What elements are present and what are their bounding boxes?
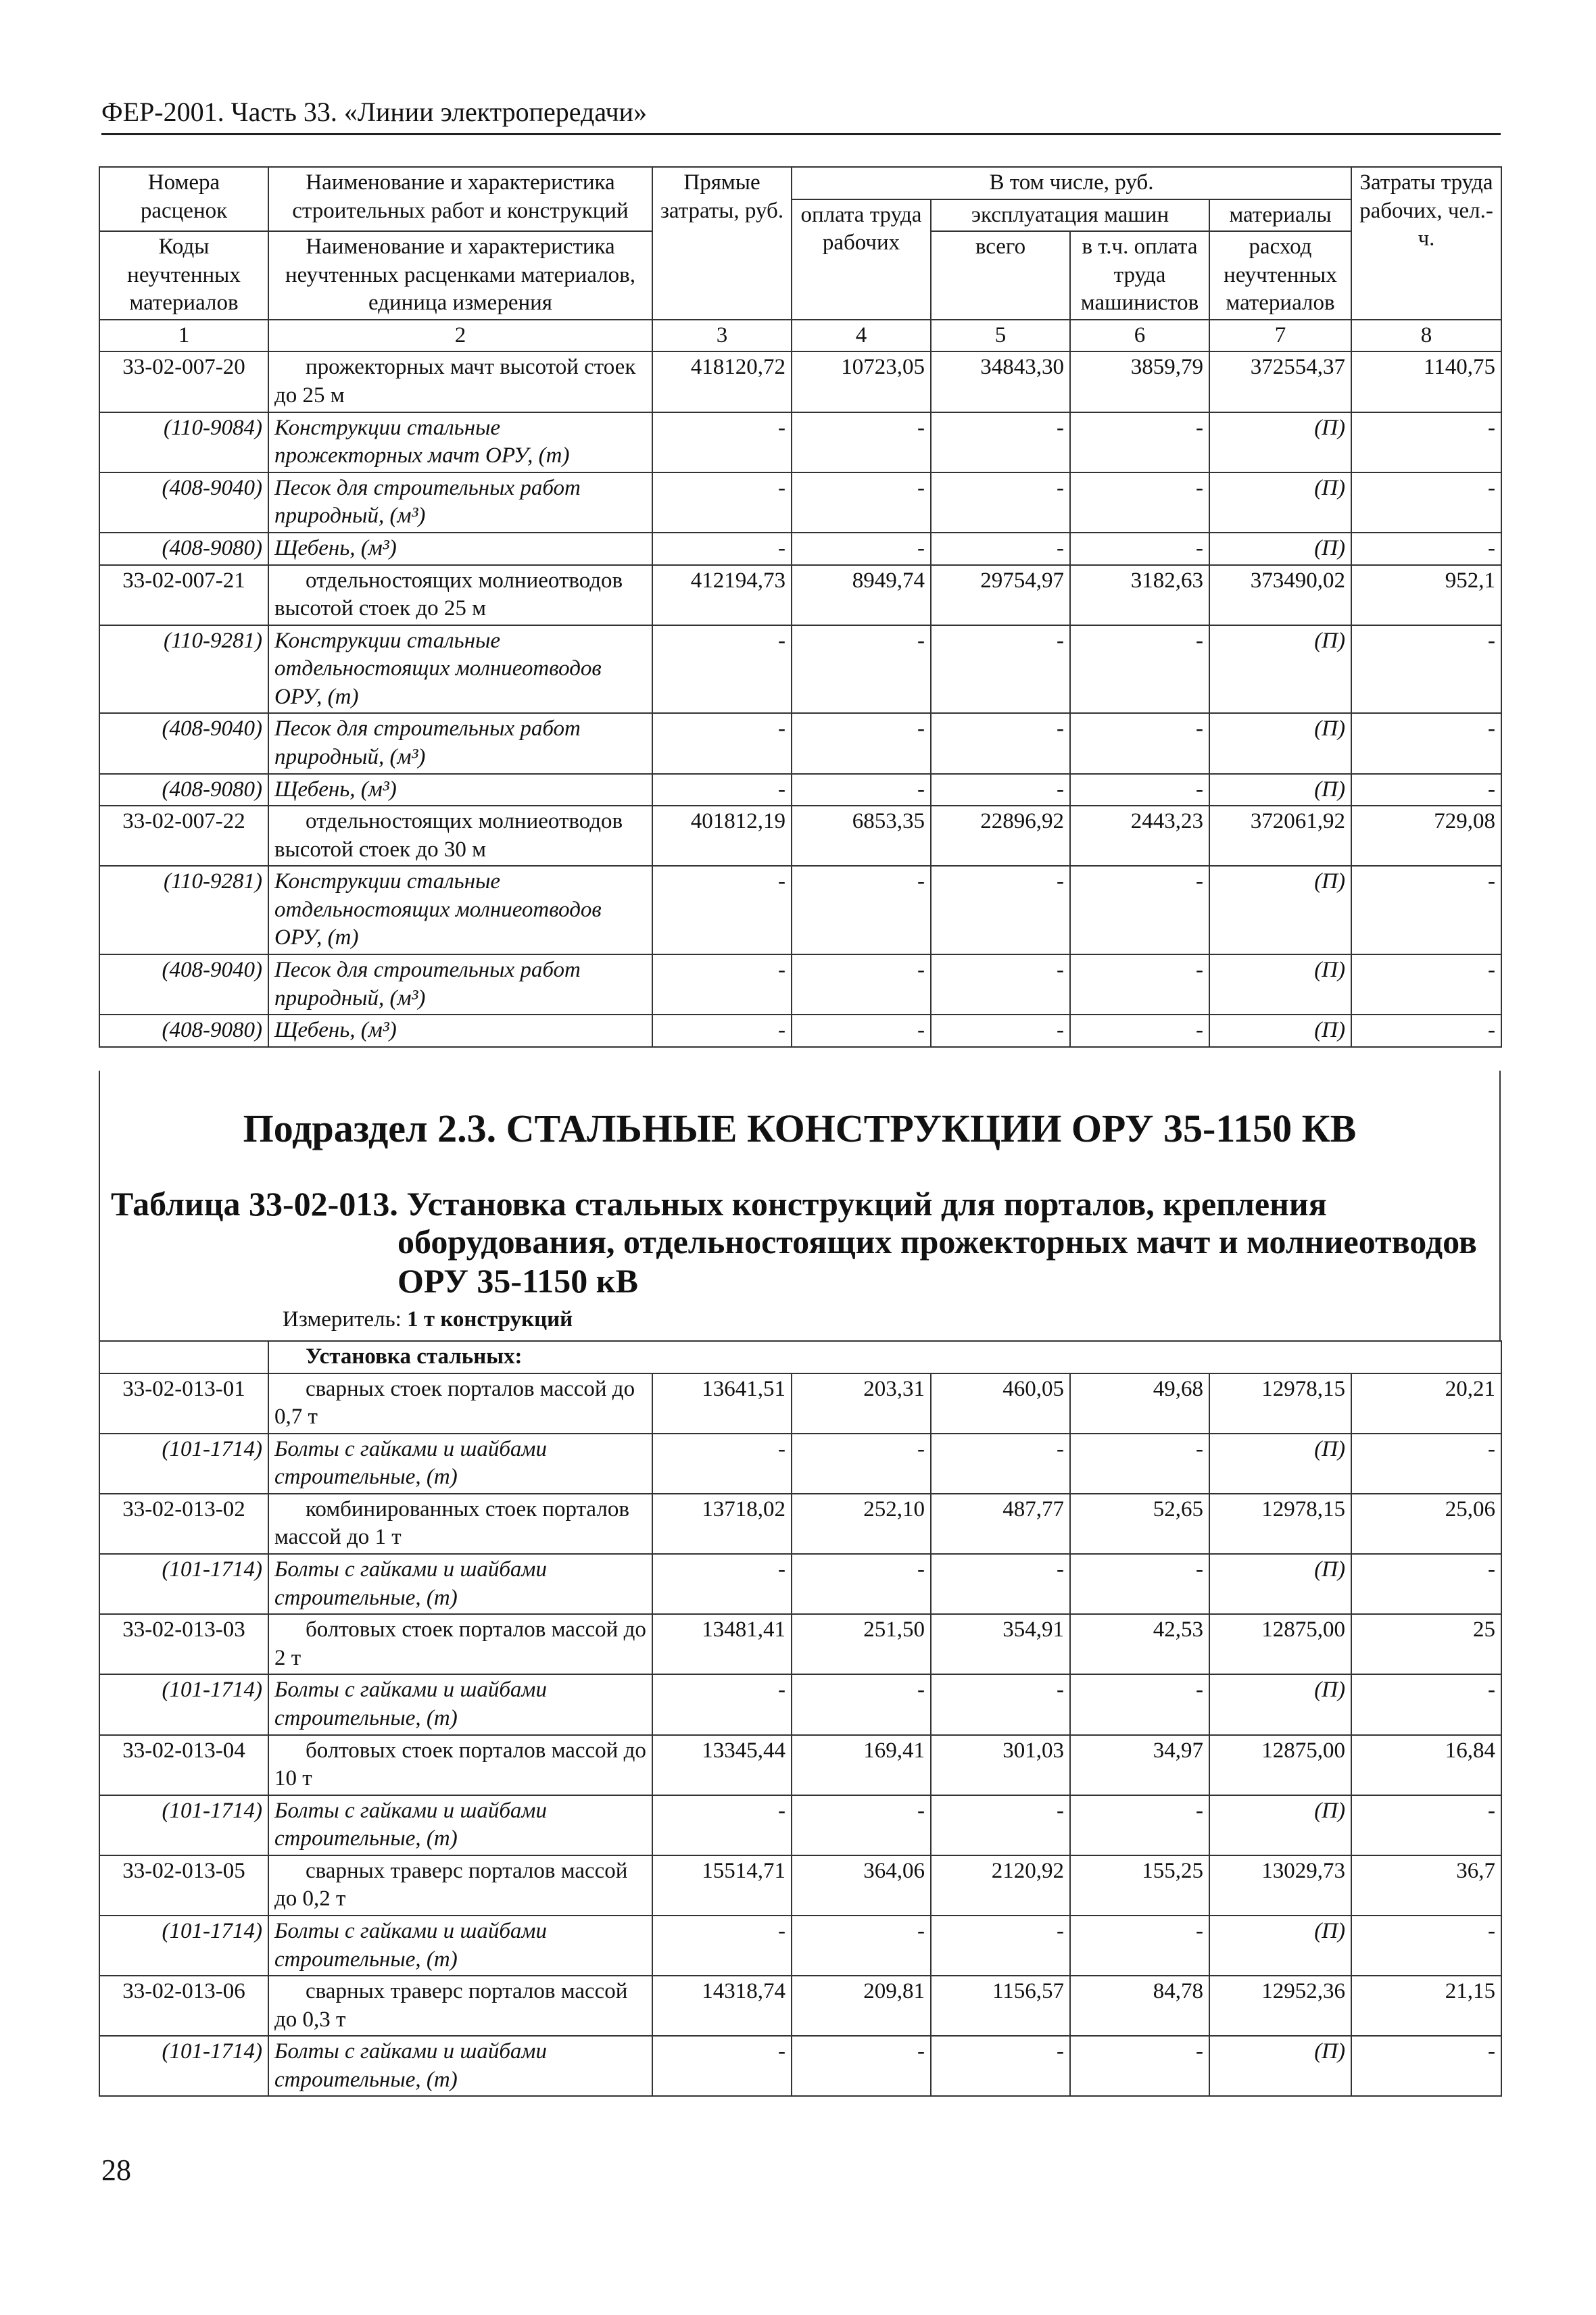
value-cell: 14318,74 <box>652 1976 792 2036</box>
description-text: Конструкции стальные отдельностоящих молниеотводов ОРУ, (т) <box>274 628 602 709</box>
rate-row <box>99 565 1501 625</box>
hdr-including: В том числе, руб. <box>792 167 1351 199</box>
work-description <box>268 1735 652 1795</box>
rate-row <box>99 1373 1501 1434</box>
value-cell: - <box>792 1674 931 1734</box>
value-cell: - <box>1351 774 1501 806</box>
material-code: (101-1714) <box>99 1674 268 1734</box>
value-cell: - <box>652 625 792 714</box>
value-cell: - <box>1070 774 1209 806</box>
value-cell: - <box>652 472 792 533</box>
material-code: (408-9040) <box>99 954 268 1015</box>
material-description <box>268 1554 652 1614</box>
value-cell: - <box>1351 472 1501 533</box>
description-text: Щебень, (м³) <box>274 1018 397 1043</box>
value-cell: - <box>792 1554 931 1614</box>
value-cell: - <box>1351 1434 1501 1494</box>
page-number: 28 <box>101 2153 131 2187</box>
value-cell: - <box>931 1795 1070 1855</box>
value-cell: - <box>792 713 931 773</box>
value-cell: 6853,35 <box>792 806 931 866</box>
rate-row <box>99 1614 1501 1674</box>
description-text: Болты с гайками и шайбами строительные, (т) <box>274 1557 547 1610</box>
material-description <box>268 412 652 472</box>
value-cell: - <box>1351 1916 1501 1976</box>
hdr-material-codes: Коды неучтенных материалов <box>99 231 268 320</box>
material-description <box>268 1674 652 1734</box>
material-code: (408-9040) <box>99 472 268 533</box>
rate-row <box>99 1735 1501 1795</box>
value-cell: (П) <box>1209 412 1351 472</box>
work-description <box>268 1976 652 2036</box>
description-text: Щебень, (м³) <box>274 777 397 802</box>
value-cell: 12875,00 <box>1209 1735 1351 1795</box>
material-code: (110-9281) <box>99 866 268 954</box>
value-cell: - <box>1070 1554 1209 1614</box>
material-row <box>99 625 1501 714</box>
value-cell: - <box>652 1795 792 1855</box>
description-text: Песок для строительных работ природный, (м³) <box>274 475 581 529</box>
value-cell: 1140,75 <box>1351 351 1501 412</box>
value-cell: - <box>1070 713 1209 773</box>
rates-table-1 <box>99 166 1502 1048</box>
hdr-machine-operation: эксплуатация машин <box>931 199 1209 232</box>
value-cell: - <box>652 774 792 806</box>
value-cell: 169,41 <box>792 1735 931 1795</box>
value-cell: - <box>1070 866 1209 954</box>
material-code: (408-9040) <box>99 713 268 773</box>
value-cell: - <box>1070 1916 1209 1976</box>
description-text: сварных траверс порталов массой до 0,2 т <box>274 1858 628 1911</box>
description-text: болтовых стоек порталов массой до 2 т <box>274 1617 646 1670</box>
rates-table-2 <box>99 1340 1502 2097</box>
value-cell: (П) <box>1209 472 1351 533</box>
value-cell: - <box>931 866 1070 954</box>
column-number: 1 <box>99 320 268 352</box>
value-cell: - <box>1070 625 1209 714</box>
value-cell: - <box>931 1554 1070 1614</box>
value-cell: (П) <box>1209 1015 1351 1047</box>
material-row <box>99 1554 1501 1614</box>
value-cell: - <box>931 774 1070 806</box>
value-cell: 13345,44 <box>652 1735 792 1795</box>
description-text: Песок для строительных работ природный, (м³) <box>274 716 581 769</box>
material-description <box>268 472 652 533</box>
work-description <box>268 1373 652 1434</box>
value-cell: (П) <box>1209 774 1351 806</box>
rate-code: 33-02-013-03 <box>99 1614 268 1674</box>
value-cell: - <box>792 954 931 1015</box>
value-cell: (П) <box>1209 1554 1351 1614</box>
value-cell: 13481,41 <box>652 1614 792 1674</box>
value-cell: 25 <box>1351 1614 1501 1674</box>
description-text: Болты с гайками и шайбами строительные, (т) <box>274 1798 547 1851</box>
work-description <box>268 351 652 412</box>
group-heading-text: Установка стальных: <box>306 1344 523 1369</box>
table-title-line: оборудования, отдельностоящих прожекторных мачт и молниеотводов <box>397 1223 1477 1261</box>
hdr-work-name: Наименование и характеристика строительных работ и конструкций <box>268 167 652 231</box>
material-description <box>268 625 652 714</box>
description-text: сварных стоек порталов массой до 0,7 т <box>274 1376 635 1430</box>
value-cell: - <box>1351 713 1501 773</box>
description-text: Болты с гайками и шайбами строительные, (т) <box>274 1918 547 1972</box>
work-description <box>268 565 652 625</box>
material-row <box>99 1015 1501 1047</box>
value-cell: 8949,74 <box>792 565 931 625</box>
value-cell: 13641,51 <box>652 1373 792 1434</box>
value-cell: 2443,23 <box>1070 806 1209 866</box>
value-cell: 364,06 <box>792 1855 931 1916</box>
column-number: 4 <box>792 320 931 352</box>
value-cell: 52,65 <box>1070 1494 1209 1554</box>
value-cell: 15514,71 <box>652 1855 792 1916</box>
value-cell: - <box>931 625 1070 714</box>
value-cell: - <box>931 954 1070 1015</box>
value-cell: - <box>792 866 931 954</box>
column-number: 5 <box>931 320 1070 352</box>
value-cell: 3859,79 <box>1070 351 1209 412</box>
description-text: отдельностоящих молниеотводов высотой стоек до 30 м <box>274 809 623 862</box>
value-cell: - <box>1070 1015 1209 1047</box>
material-row <box>99 866 1501 954</box>
value-cell: - <box>1070 1434 1209 1494</box>
value-cell: (П) <box>1209 625 1351 714</box>
table-title-line: Таблица 33-02-013. Установка стальных конструкций для порталов, крепления <box>111 1185 1327 1223</box>
rate-code: 33-02-013-04 <box>99 1735 268 1795</box>
hdr-operator-pay: в т.ч. оплата труда машинистов <box>1070 231 1209 320</box>
value-cell: - <box>792 472 931 533</box>
value-cell: 34843,30 <box>931 351 1070 412</box>
value-cell: - <box>652 533 792 565</box>
value-cell: - <box>652 954 792 1015</box>
value-cell: 372554,37 <box>1209 351 1351 412</box>
value-cell: - <box>931 1674 1070 1734</box>
material-code: (101-1714) <box>99 1916 268 1976</box>
rate-code: 33-02-007-22 <box>99 806 268 866</box>
value-cell: - <box>652 1674 792 1734</box>
value-cell: 354,91 <box>931 1614 1070 1674</box>
value-cell: (П) <box>1209 1795 1351 1855</box>
value-cell: - <box>1351 1015 1501 1047</box>
description-text: болтовых стоек порталов массой до 10 т <box>274 1738 646 1791</box>
value-cell: - <box>1070 412 1209 472</box>
value-cell: (П) <box>1209 866 1351 954</box>
value-cell: (П) <box>1209 713 1351 773</box>
value-cell: 20,21 <box>1351 1373 1501 1434</box>
value-cell: - <box>1070 1795 1209 1855</box>
work-description <box>268 1855 652 1916</box>
value-cell: - <box>931 1434 1070 1494</box>
value-cell: 155,25 <box>1070 1855 1209 1916</box>
value-cell: - <box>652 1916 792 1976</box>
measure-value: 1 т конструкций <box>407 1307 573 1332</box>
rate-code: 33-02-013-02 <box>99 1494 268 1554</box>
material-code: (408-9080) <box>99 533 268 565</box>
value-cell: 952,1 <box>1351 565 1501 625</box>
value-cell: (П) <box>1209 2036 1351 2096</box>
material-description <box>268 1434 652 1494</box>
hdr-materials: материалы <box>1209 199 1351 232</box>
material-description <box>268 1916 652 1976</box>
value-cell: 460,05 <box>931 1373 1070 1434</box>
value-cell: - <box>792 2036 931 2096</box>
material-description <box>268 954 652 1015</box>
value-cell: 487,77 <box>931 1494 1070 1554</box>
value-cell: - <box>931 1015 1070 1047</box>
value-cell: - <box>931 533 1070 565</box>
value-cell: - <box>652 866 792 954</box>
value-cell: - <box>792 1795 931 1855</box>
rate-row <box>99 1976 1501 2036</box>
value-cell: - <box>652 1015 792 1047</box>
value-cell: 16,84 <box>1351 1735 1501 1795</box>
value-cell: 12978,15 <box>1209 1373 1351 1434</box>
material-row <box>99 1674 1501 1734</box>
rate-code: 33-02-013-06 <box>99 1976 268 2036</box>
material-description <box>268 774 652 806</box>
value-cell: (П) <box>1209 954 1351 1015</box>
description-text: сварных траверс порталов массой до 0,3 т <box>274 1979 628 2032</box>
value-cell: 1156,57 <box>931 1976 1070 2036</box>
value-cell: 373490,02 <box>1209 565 1351 625</box>
material-code: (110-9084) <box>99 412 268 472</box>
value-cell: 22896,92 <box>931 806 1070 866</box>
column-number: 2 <box>268 320 652 352</box>
hdr-material-name: Наименование и характеристика неучтенных расценками материалов, единица измерения <box>268 231 652 320</box>
page-header: ФЕР-2001. Часть 33. «Линии электропередачи» <box>101 96 1501 135</box>
material-row <box>99 1795 1501 1855</box>
value-cell: - <box>1351 1674 1501 1734</box>
value-cell: 203,31 <box>792 1373 931 1434</box>
value-cell: 251,50 <box>792 1614 931 1674</box>
description-text: Болты с гайками и шайбами строительные, (т) <box>274 2039 547 2092</box>
value-cell: - <box>792 1434 931 1494</box>
rates-table-1-body <box>99 351 1501 1046</box>
value-cell: - <box>1070 1674 1209 1734</box>
material-row <box>99 954 1501 1015</box>
description-text: Конструкции стальные отдельностоящих молниеотводов ОРУ, (т) <box>274 869 602 950</box>
value-cell: 412194,73 <box>652 565 792 625</box>
work-description <box>268 1494 652 1554</box>
value-cell: 401812,19 <box>652 806 792 866</box>
measure-label: Измеритель: <box>283 1307 402 1332</box>
value-cell: 209,81 <box>792 1976 931 2036</box>
value-cell: (П) <box>1209 533 1351 565</box>
value-cell: 2120,92 <box>931 1855 1070 1916</box>
value-cell: - <box>931 1916 1070 1976</box>
subsection-panel <box>99 1071 1501 1340</box>
value-cell: 12875,00 <box>1209 1614 1351 1674</box>
value-cell: - <box>792 412 931 472</box>
material-code: (101-1714) <box>99 2036 268 2096</box>
value-cell: 34,97 <box>1070 1735 1209 1795</box>
description-text: Песок для строительных работ природный, (м³) <box>274 958 581 1010</box>
value-cell: - <box>652 1554 792 1614</box>
value-cell: 25,06 <box>1351 1494 1501 1554</box>
description-text: Конструкции стальные прожекторных мачт ОРУ, (т) <box>274 415 570 468</box>
value-cell: 21,15 <box>1351 1976 1501 2036</box>
value-cell: - <box>931 2036 1070 2096</box>
value-cell: - <box>792 533 931 565</box>
value-cell: - <box>1351 954 1501 1015</box>
value-cell: - <box>1070 533 1209 565</box>
work-description <box>268 806 652 866</box>
value-cell: - <box>792 1015 931 1047</box>
description-text: отдельностоящих молниеотводов высотой стоек до 25 м <box>274 568 623 621</box>
value-cell: - <box>1351 533 1501 565</box>
hdr-rate-numbers: Номера расценок <box>99 167 268 231</box>
value-cell: 84,78 <box>1070 1976 1209 2036</box>
hdr-direct-costs: Прямые затраты, руб. <box>652 167 792 320</box>
value-cell: 36,7 <box>1351 1855 1501 1916</box>
value-cell: 3182,63 <box>1070 565 1209 625</box>
rate-code: 33-02-013-05 <box>99 1855 268 1916</box>
value-cell: - <box>792 625 931 714</box>
hdr-worker-pay: оплата труда рабочих <box>792 199 931 320</box>
value-cell: (П) <box>1209 1674 1351 1734</box>
value-cell: - <box>1070 2036 1209 2096</box>
value-cell: 49,68 <box>1070 1373 1209 1434</box>
value-cell: 729,08 <box>1351 806 1501 866</box>
material-description <box>268 713 652 773</box>
rate-code: 33-02-007-21 <box>99 565 268 625</box>
rate-code: 33-02-013-01 <box>99 1373 268 1434</box>
column-numbers-row <box>99 320 1501 352</box>
rate-code: 33-02-007-20 <box>99 351 268 412</box>
column-number: 6 <box>1070 320 1209 352</box>
rate-row <box>99 806 1501 866</box>
value-cell: - <box>652 2036 792 2096</box>
material-row <box>99 1916 1501 1976</box>
material-row <box>99 533 1501 565</box>
value-cell: - <box>1351 1554 1501 1614</box>
group-heading-code-cell <box>99 1341 268 1373</box>
value-cell: 13718,02 <box>652 1494 792 1554</box>
value-cell: - <box>652 412 792 472</box>
value-cell: - <box>1351 866 1501 954</box>
value-cell: - <box>931 412 1070 472</box>
value-cell: 372061,92 <box>1209 806 1351 866</box>
value-cell: - <box>792 774 931 806</box>
material-row <box>99 774 1501 806</box>
rate-row <box>99 1494 1501 1554</box>
material-code: (110-9281) <box>99 625 268 714</box>
material-description <box>268 1795 652 1855</box>
material-description <box>268 866 652 954</box>
subsection-title: Подраздел 2.3. СТАЛЬНЫЕ КОНСТРУКЦИИ ОРУ 35-1150 КВ <box>243 1106 1357 1150</box>
rate-row <box>99 1855 1501 1916</box>
material-row <box>99 2036 1501 2096</box>
hdr-machines-total: всего <box>931 231 1070 320</box>
column-number: 7 <box>1209 320 1351 352</box>
value-cell: (П) <box>1209 1434 1351 1494</box>
description-text: комбинированных стоек порталов массой до 1 т <box>274 1496 629 1550</box>
table-title-line: ОРУ 35-1150 кВ <box>397 1262 638 1300</box>
value-cell: - <box>931 472 1070 533</box>
value-cell: - <box>652 713 792 773</box>
material-row <box>99 472 1501 533</box>
value-cell: 12952,36 <box>1209 1976 1351 2036</box>
description-text: прожекторных мачт высотой стоек до 25 м <box>274 355 636 408</box>
value-cell: - <box>792 1916 931 1976</box>
value-cell: - <box>1351 1795 1501 1855</box>
value-cell: 12978,15 <box>1209 1494 1351 1554</box>
material-row <box>99 1434 1501 1494</box>
value-cell: - <box>1351 625 1501 714</box>
value-cell: 418120,72 <box>652 351 792 412</box>
rate-row <box>99 351 1501 412</box>
value-cell: - <box>1351 412 1501 472</box>
material-row <box>99 412 1501 472</box>
material-description <box>268 533 652 565</box>
material-description <box>268 2036 652 2096</box>
material-code: (101-1714) <box>99 1795 268 1855</box>
measure-unit <box>283 1307 573 1332</box>
material-code: (408-9080) <box>99 774 268 806</box>
value-cell: - <box>652 1434 792 1494</box>
hdr-labor-hours: Затраты труда рабочих, чел.-ч. <box>1351 167 1501 320</box>
hdr-material-consumption: расход неучтенных материалов <box>1209 231 1351 320</box>
value-cell: 29754,97 <box>931 565 1070 625</box>
value-cell: 42,53 <box>1070 1614 1209 1674</box>
value-cell: - <box>931 713 1070 773</box>
material-description <box>268 1015 652 1047</box>
material-code: (101-1714) <box>99 1434 268 1494</box>
value-cell: 13029,73 <box>1209 1855 1351 1916</box>
value-cell: 10723,05 <box>792 351 931 412</box>
description-text: Болты с гайками и шайбами строительные, (т) <box>274 1678 547 1730</box>
value-cell: 252,10 <box>792 1494 931 1554</box>
material-code: (408-9080) <box>99 1015 268 1047</box>
description-text: Щебень, (м³) <box>274 535 397 560</box>
rates-table-2-body <box>99 1373 1501 2097</box>
column-number: 3 <box>652 320 792 352</box>
work-description <box>268 1614 652 1674</box>
value-cell: - <box>1070 954 1209 1015</box>
material-row <box>99 713 1501 773</box>
description-text: Болты с гайками и шайбами строительные, (т) <box>274 1436 547 1490</box>
value-cell: (П) <box>1209 1916 1351 1976</box>
group-heading <box>268 1341 1501 1373</box>
value-cell: 301,03 <box>931 1735 1070 1795</box>
column-number: 8 <box>1351 320 1501 352</box>
value-cell: - <box>1070 472 1209 533</box>
material-code: (101-1714) <box>99 1554 268 1614</box>
value-cell: - <box>1351 2036 1501 2096</box>
